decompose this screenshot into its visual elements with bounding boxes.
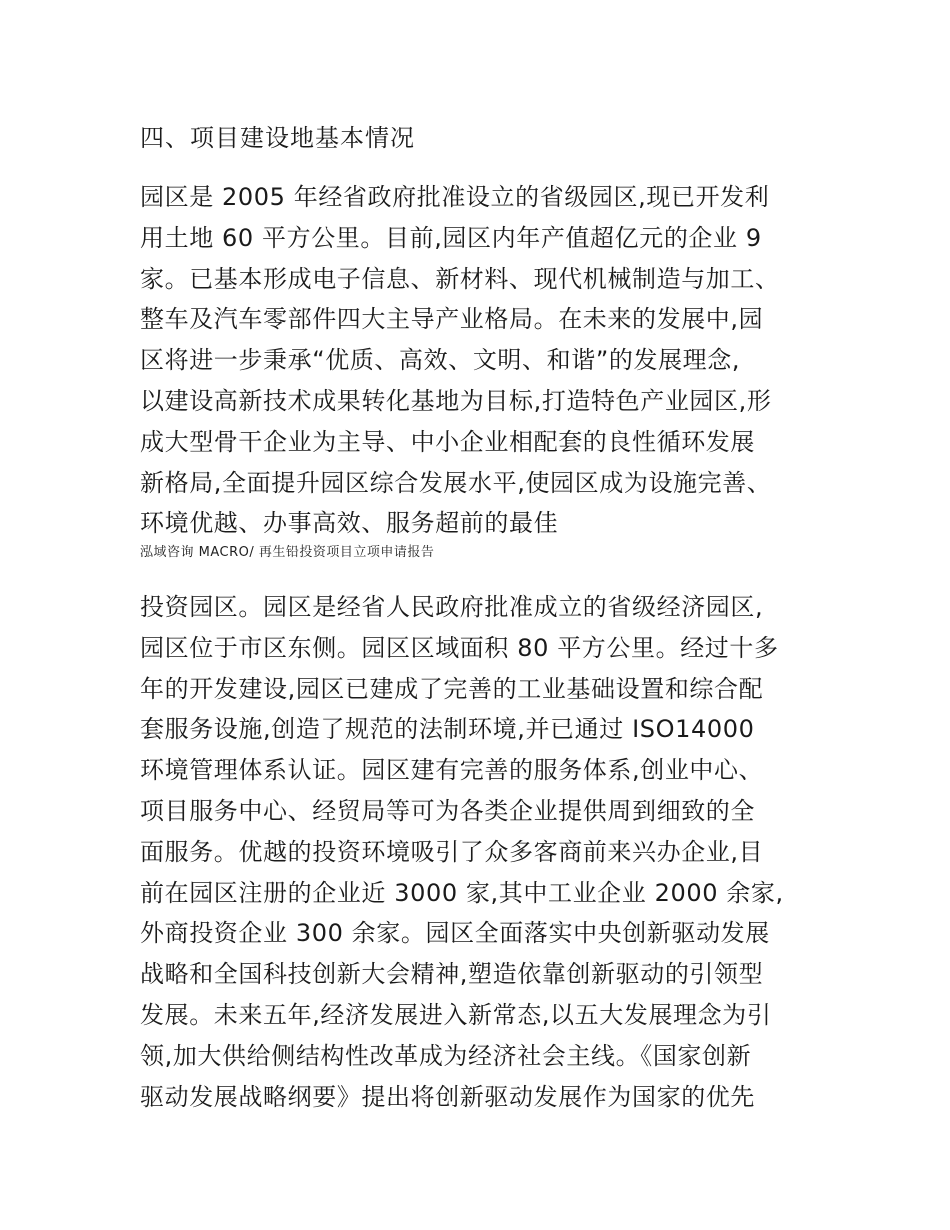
text-line: 环境优越、办事高效、服务超前的最佳 bbox=[140, 509, 559, 538]
text-line: 投资园区。园区是经省人民政府批准成立的省级经济园区, bbox=[140, 593, 764, 621]
running-header: 泓域咨询 MACRO/ 再生铅投资项目立项申请报告 bbox=[140, 545, 435, 560]
text-line: 驱动发展战略纲要》提出将创新驱动发展作为国家的优先 bbox=[140, 1082, 755, 1111]
text-line: 整车及汽车零部件四大主导产业格局。在未来的发展中,园 bbox=[140, 305, 764, 334]
text-line: 战略和全国科技创新大会精神,塑造依靠创新驱动的引领型 bbox=[140, 960, 764, 989]
text-line: 新格局,全面提升园区综合发展水平,使园区成为设施完善、 bbox=[140, 468, 772, 497]
text-line: 区将进一步秉承“优质、高效、文明、和谐”的发展理念, bbox=[140, 346, 741, 375]
text-line: 以建设高新技术成果转化基地为目标,打造特色产业园区,形 bbox=[140, 386, 772, 415]
text-line: 家。已基本形成电子信息、新材料、现代机械制造与加工、 bbox=[140, 264, 780, 293]
section-heading: 四、项目建设地基本情况 bbox=[140, 124, 415, 152]
paragraph-investment-park bbox=[140, 587, 784, 1117]
text-line: 领,加大供给侧结构性改革成为经济社会主线。《国家创新 bbox=[140, 1041, 752, 1070]
text-line: 园区是 2005 年经省政府批准设立的省级园区,现已开发利 bbox=[140, 183, 770, 211]
text-line: 外商投资企业 300 余家。园区全面落实中央创新驱动发展 bbox=[140, 919, 770, 948]
paragraph-park-overview bbox=[140, 177, 780, 544]
text-line: 环境管理体系认证。园区建有完善的服务体系,创业中心、 bbox=[140, 756, 764, 785]
text-line: 成大型骨干企业为主导、中小企业相配套的良性循环发展 bbox=[140, 427, 755, 456]
text-line: 发展。未来五年,经济发展进入新常态,以五大发展理念为引 bbox=[140, 1000, 772, 1029]
text-line: 套服务设施,创造了规范的法制环境,并已通过 ISO14000 bbox=[140, 715, 755, 744]
text-line: 项目服务中心、经贸局等可为各类企业提供周到细致的全 bbox=[140, 796, 755, 825]
text-line: 年的开发建设,园区已建成了完善的工业基础设置和综合配 bbox=[140, 674, 764, 703]
text-line: 面服务。优越的投资环境吸引了众多客商前来兴办企业,目 bbox=[140, 837, 764, 866]
text-line: 园区位于市区东侧。园区区域面积 80 平方公里。经过十多 bbox=[140, 633, 779, 662]
text-line: 前在园区注册的企业近 3000 家,其中工业企业 2000 余家, bbox=[140, 878, 784, 907]
text-line: 用土地 60 平方公里。目前,园区内年产值超亿元的企业 9 bbox=[140, 223, 762, 252]
